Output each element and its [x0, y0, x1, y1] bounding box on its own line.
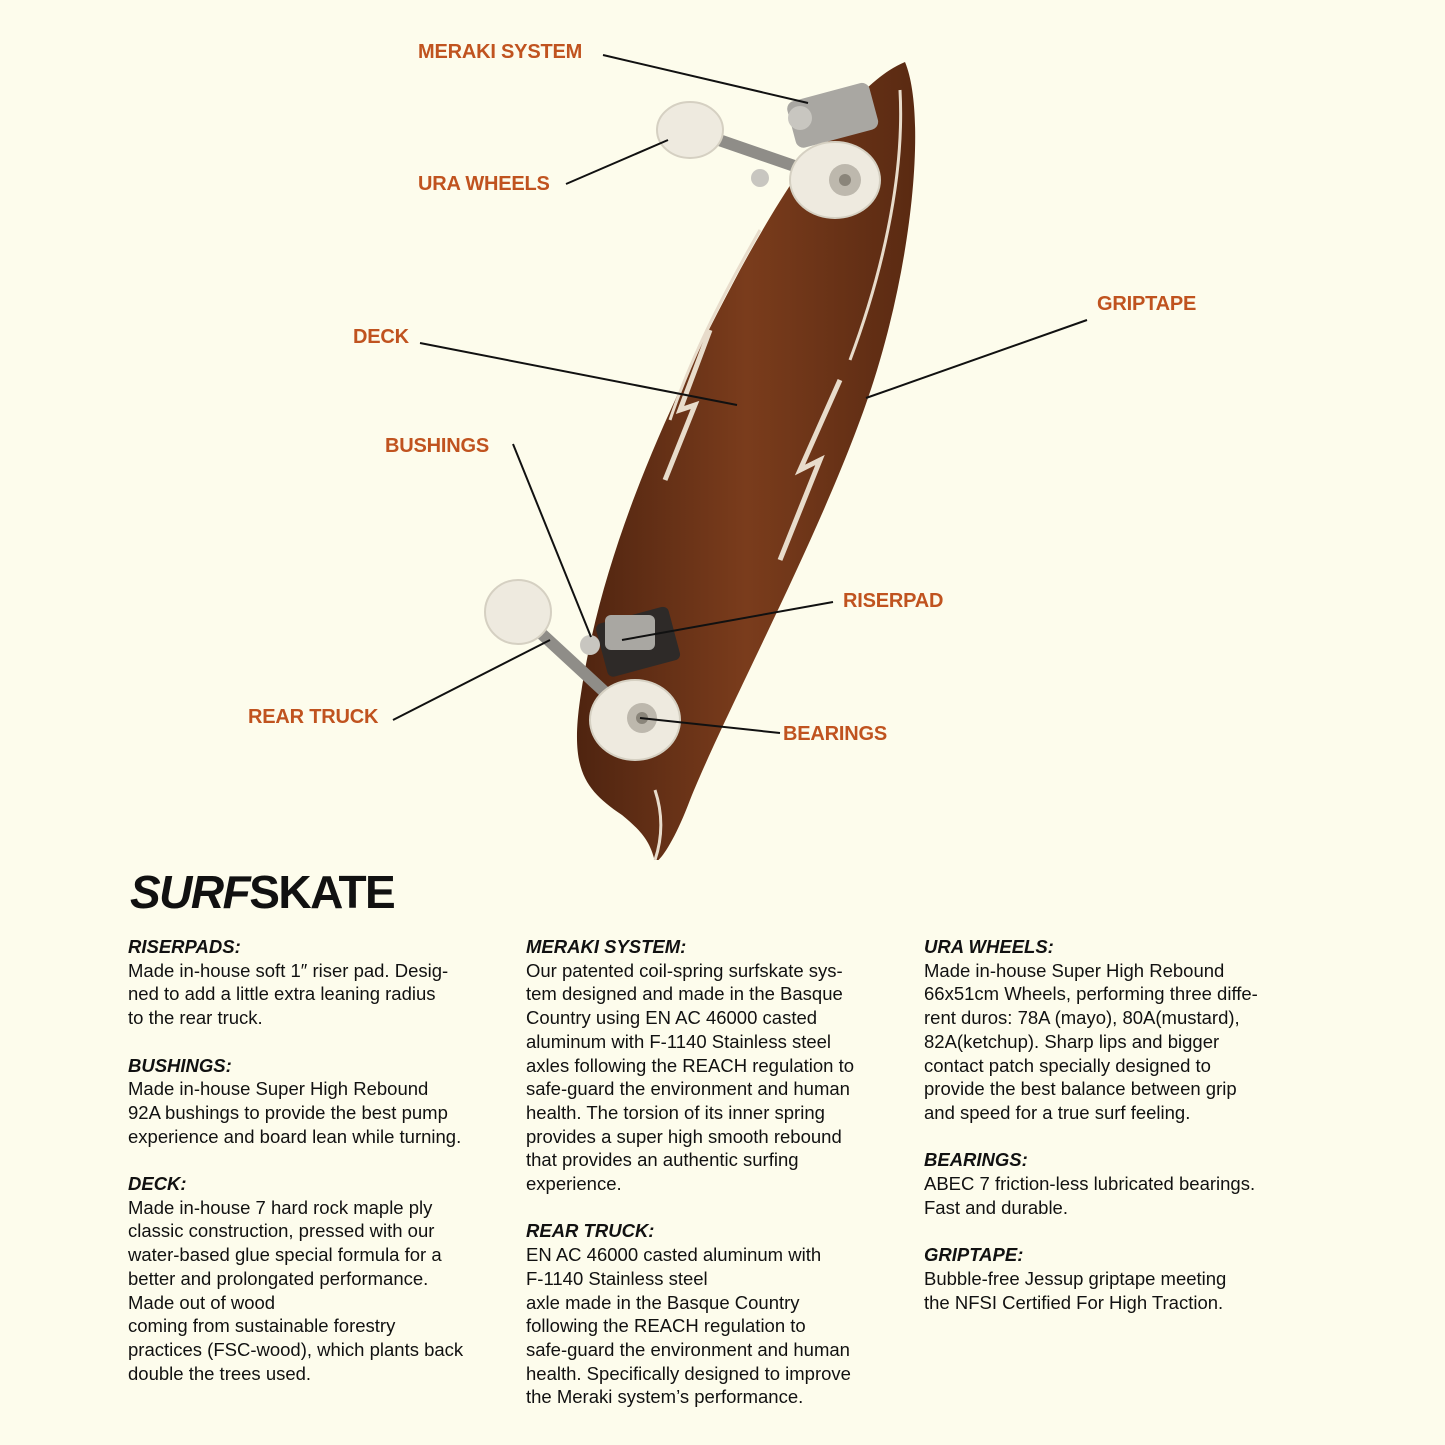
spec-body: Made in-house soft 1″ riser pad. Desig- ned to add a little extra leaning radius to the rear truck. — [128, 959, 449, 1029]
callout-rear-truck: REAR TRUCK — [248, 706, 379, 728]
spec-deck — [128, 1172, 508, 1385]
spec-body: Made in-house Super High Rebound 66x51cm Wheels, performing three diffe- rent duros: 78A (mayo), 80A(mustard), 82A(ketchup). Sharp lips and bigger contact patch specially designed to provide the best balance between grip and speed for a true surf feeling. — [924, 959, 1258, 1123]
bushing — [580, 635, 600, 655]
spec-heading: MERAKI SYSTEM: — [526, 936, 687, 957]
spec-body: Made in-house 7 hard rock maple ply classic construction, pressed with our water-based glue special formula for a better and prolongated performance. Made out of wood coming from sustainable forestry practices (FSC-wood), which plants back double the trees used. — [128, 1196, 464, 1384]
spec-heading: BEARINGS: — [924, 1149, 1028, 1171]
page-title — [130, 866, 394, 918]
spec-heading: REAR TRUCK: — [526, 1220, 655, 1242]
callout-bearings: BEARINGS — [783, 723, 887, 745]
callout-meraki-system: MERAKI SYSTEM — [418, 41, 583, 63]
spec-bushings — [128, 1054, 508, 1149]
title-italic: SURF — [130, 866, 250, 918]
spec-column-3 — [924, 935, 1304, 1338]
callout-deck: DECK — [353, 326, 409, 348]
spec-body: EN AC 46000 casted aluminum with F-1140 Stainless steel axle made in the Basque Country following the REACH regulation to safe-guard the environment and human health. Specifically designed to improve the Meraki system’s performance. — [526, 1244, 851, 1408]
spec-meraki-system — [526, 935, 906, 1196]
callout-riserpad: RISERPAD — [843, 590, 944, 612]
spec-heading: URA WHEELS: — [924, 936, 1054, 957]
spec-riserpads — [128, 935, 508, 1030]
spec-body: Our patented coil-spring surfskate sys- tem designed and made in the Basque Country using EN AC 46000 casted aluminum with F-1140 Stainless steel axles following the REACH regulation to safe-guard the environment and human health. The torsion of its inner spring provides a super high smooth rebound that provides an authentic surfing experience. — [526, 959, 855, 1195]
spec-heading: BUSHINGS: — [128, 1054, 232, 1076]
spec-body: Bubble-free Jessup griptape meeting the NFSI Certified For High Traction. — [924, 1267, 1227, 1313]
spec-griptape — [924, 1243, 1304, 1314]
spec-body: Made in-house Super High Rebound 92A bushings to provide the best pump experience and board lean while turning. — [128, 1078, 462, 1147]
spec-column-2 — [526, 935, 906, 1433]
callout-griptape: GRIPTAPE — [1097, 293, 1197, 315]
title-regular: SKATE — [249, 866, 395, 918]
spec-body: ABEC 7 friction-less lubricated bearings. Fast and durable. — [924, 1173, 1256, 1218]
spec-column-1 — [128, 935, 508, 1409]
spec-heading: RISERPADS: — [128, 936, 241, 957]
spec-heading: DECK: — [128, 1173, 187, 1194]
spec-bearings — [924, 1148, 1304, 1219]
callout-bushings: BUSHINGS — [385, 435, 489, 457]
spec-rear-truck — [526, 1219, 906, 1409]
spec-ura-wheels — [924, 935, 1304, 1125]
callout-ura-wheels: URA WHEELS — [418, 173, 550, 195]
spec-heading: GRIPTAPE: — [924, 1244, 1024, 1266]
